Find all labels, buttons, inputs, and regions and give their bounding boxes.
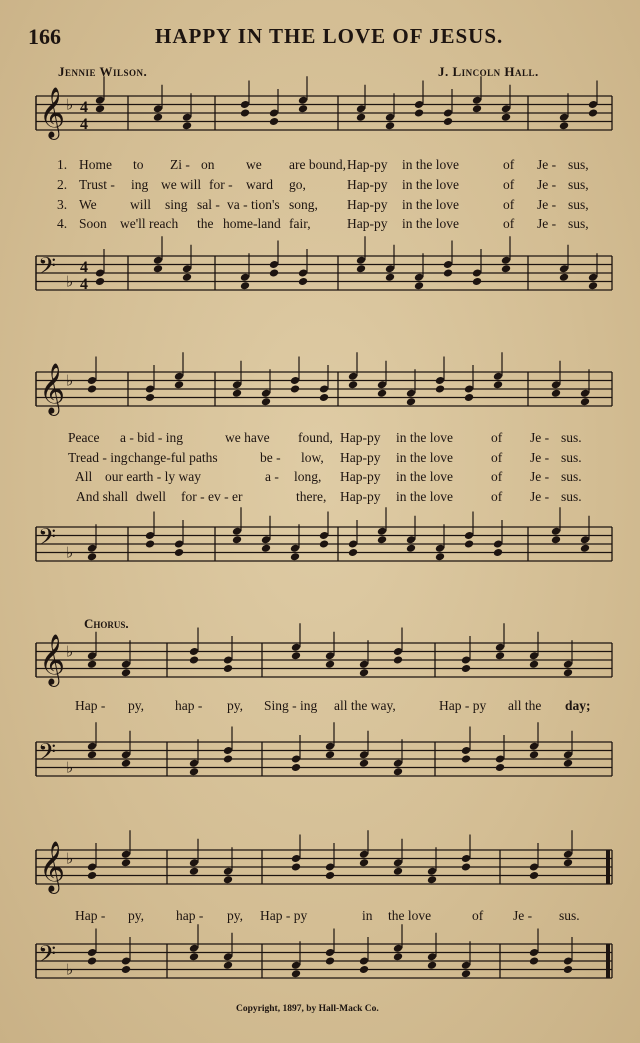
chorus-line-2: Hap - py, hap - py, Hap - py in the love of Je - sus.: [75, 908, 580, 923]
note-head: [223, 875, 233, 884]
note-head: [377, 535, 387, 544]
note-head: [443, 117, 453, 126]
verse-b-line-3: All our earth - ly way a - long, Hap-py in the love of Je - sus.: [75, 469, 582, 484]
note-head: [377, 389, 387, 398]
note-head: [269, 117, 279, 126]
note-head: [223, 664, 233, 673]
note-head: [495, 763, 505, 772]
note-head: [393, 867, 403, 876]
note-head: [443, 268, 453, 277]
note-head: [290, 552, 300, 561]
note-head: [95, 277, 105, 286]
note-head: [427, 961, 437, 970]
note-head: [501, 264, 511, 273]
note-head: [153, 113, 163, 122]
note-head: [223, 961, 233, 970]
time-signature: 4: [80, 99, 88, 116]
note-head: [588, 281, 598, 290]
note-head: [261, 397, 271, 406]
note-head: [182, 121, 192, 130]
note-head: [261, 544, 271, 553]
note-head: [298, 104, 308, 113]
chorus-line-1: Hap - py, hap - py, Sing - ing all the way, Hap - py all the day;: [75, 698, 591, 713]
note-head: [461, 862, 471, 871]
note-head: [493, 548, 503, 557]
copyright-notice: Copyright, 1897, by Hall-Mack Co.: [236, 1004, 379, 1014]
note-head: [174, 380, 184, 389]
note-head: [319, 539, 329, 548]
note-head: [189, 767, 199, 776]
flat-sign: ♭: [66, 758, 74, 777]
note-head: [121, 759, 131, 768]
note-head: [95, 104, 105, 113]
note-head: [414, 281, 424, 290]
note-head: [461, 754, 471, 763]
note-head: [87, 956, 97, 965]
note-head: [189, 952, 199, 961]
note-head: [325, 871, 335, 880]
note-head: [87, 660, 97, 669]
note-head: [232, 535, 242, 544]
note-head: [269, 268, 279, 277]
note-head: [291, 862, 301, 871]
note-head: [580, 397, 590, 406]
note-head: [145, 539, 155, 548]
note-head: [563, 858, 573, 867]
note-head: [290, 384, 300, 393]
flat-sign: ♭: [66, 849, 74, 868]
note-head: [393, 655, 403, 664]
note-head: [356, 264, 366, 273]
note-head: [406, 397, 416, 406]
flat-sign: ♭: [66, 642, 74, 661]
note-head: [559, 273, 569, 282]
note-head: [588, 108, 598, 117]
note-head: [501, 113, 511, 122]
note-head: [563, 759, 573, 768]
note-head: [291, 763, 301, 772]
note-head: [359, 668, 369, 677]
note-head: [359, 965, 369, 974]
flat-sign: ♭: [66, 960, 74, 979]
note-head: [356, 113, 366, 122]
note-head: [325, 956, 335, 965]
note-head: [563, 965, 573, 974]
note-head: [472, 277, 482, 286]
note-head: [189, 655, 199, 664]
note-head: [529, 956, 539, 965]
verse-line-2: 2. Trust - ing we will for - ward go, Hap-py in the love of Je - sus,: [57, 177, 589, 192]
flat-sign: ♭: [66, 371, 74, 390]
note-head: [529, 660, 539, 669]
flat-sign: ♭: [66, 543, 74, 562]
verse-line-4: 4. Soon we'll reach the home-land fair, Hap-py in the love of Je - sus,: [57, 216, 589, 231]
note-head: [359, 759, 369, 768]
note-head: [464, 393, 474, 402]
verse-b-line-1: Peace a - bid - ing we have found, Hap-py in the love of Je - sus.: [68, 430, 582, 445]
treble-clef: 𝄞: [39, 634, 66, 685]
note-head: [551, 535, 561, 544]
time-signature: 4: [80, 116, 88, 133]
note-head: [461, 664, 471, 673]
bass-clef: 𝄢: [38, 738, 57, 771]
note-head: [348, 380, 358, 389]
note-head: [153, 264, 163, 273]
time-signature: 4: [80, 276, 88, 293]
note-head: [145, 393, 155, 402]
note-head: [551, 389, 561, 398]
note-head: [495, 651, 505, 660]
bass-clef: 𝄢: [38, 940, 57, 973]
note-head: [121, 668, 131, 677]
page-number: 166: [28, 24, 61, 49]
flat-sign: ♭: [66, 95, 74, 114]
note-head: [464, 539, 474, 548]
treble-clef: 𝄞: [39, 841, 66, 892]
flat-sign: ♭: [66, 272, 74, 291]
lyricist-credit: Jennie Wilson.: [58, 64, 148, 79]
verse-b-line-4: And shall dwell for - ev - er there, Hap-py in the love of Je - sus.: [76, 489, 582, 504]
note-head: [232, 389, 242, 398]
note-head: [189, 867, 199, 876]
note-head: [359, 858, 369, 867]
verse-line-3: 3. We will sing sal - va - tion's song, Hap-py in the love of Je - sus,: [57, 197, 589, 212]
note-head: [319, 393, 329, 402]
time-signature: 4: [80, 259, 88, 276]
note-head: [472, 104, 482, 113]
note-head: [182, 273, 192, 282]
note-head: [121, 965, 131, 974]
note-head: [393, 767, 403, 776]
note-head: [435, 384, 445, 393]
note-head: [298, 277, 308, 286]
treble-clef: 𝄞: [39, 87, 66, 138]
note-head: [174, 548, 184, 557]
chorus-label: Chorus.: [84, 616, 129, 631]
note-head: [393, 952, 403, 961]
verse-line-1: 1. Home to Zi - on we are bound, Hap-py in the love of Je - sus,: [57, 157, 589, 172]
note-head: [87, 871, 97, 880]
note-head: [87, 552, 97, 561]
note-head: [529, 871, 539, 880]
note-head: [427, 875, 437, 884]
note-head: [291, 651, 301, 660]
note-head: [385, 121, 395, 130]
note-head: [348, 548, 358, 557]
note-head: [563, 668, 573, 677]
note-head: [406, 544, 416, 553]
note-head: [414, 108, 424, 117]
note-head: [223, 754, 233, 763]
note-head: [121, 858, 131, 867]
note-head: [385, 273, 395, 282]
verse-b-line-2: Tread - ing change-ful paths be - low, Hap-py in the love of Je - sus.: [68, 450, 582, 465]
note-head: [493, 380, 503, 389]
note-head: [559, 121, 569, 130]
treble-clef: 𝄞: [39, 363, 66, 414]
note-head: [87, 384, 97, 393]
note-head: [529, 750, 539, 759]
note-head: [87, 750, 97, 759]
note-head: [240, 108, 250, 117]
hymn-title: HAPPY IN THE LOVE OF JESUS.: [155, 24, 504, 48]
composer-credit: J. Lincoln Hall.: [438, 64, 539, 79]
note-head: [325, 660, 335, 669]
note-head: [325, 750, 335, 759]
note-head: [291, 969, 301, 978]
note-head: [240, 281, 250, 290]
note-head: [461, 969, 471, 978]
note-head: [580, 544, 590, 553]
bass-clef: 𝄢: [38, 523, 57, 556]
note-head: [435, 552, 445, 561]
bass-clef: 𝄢: [38, 252, 57, 285]
